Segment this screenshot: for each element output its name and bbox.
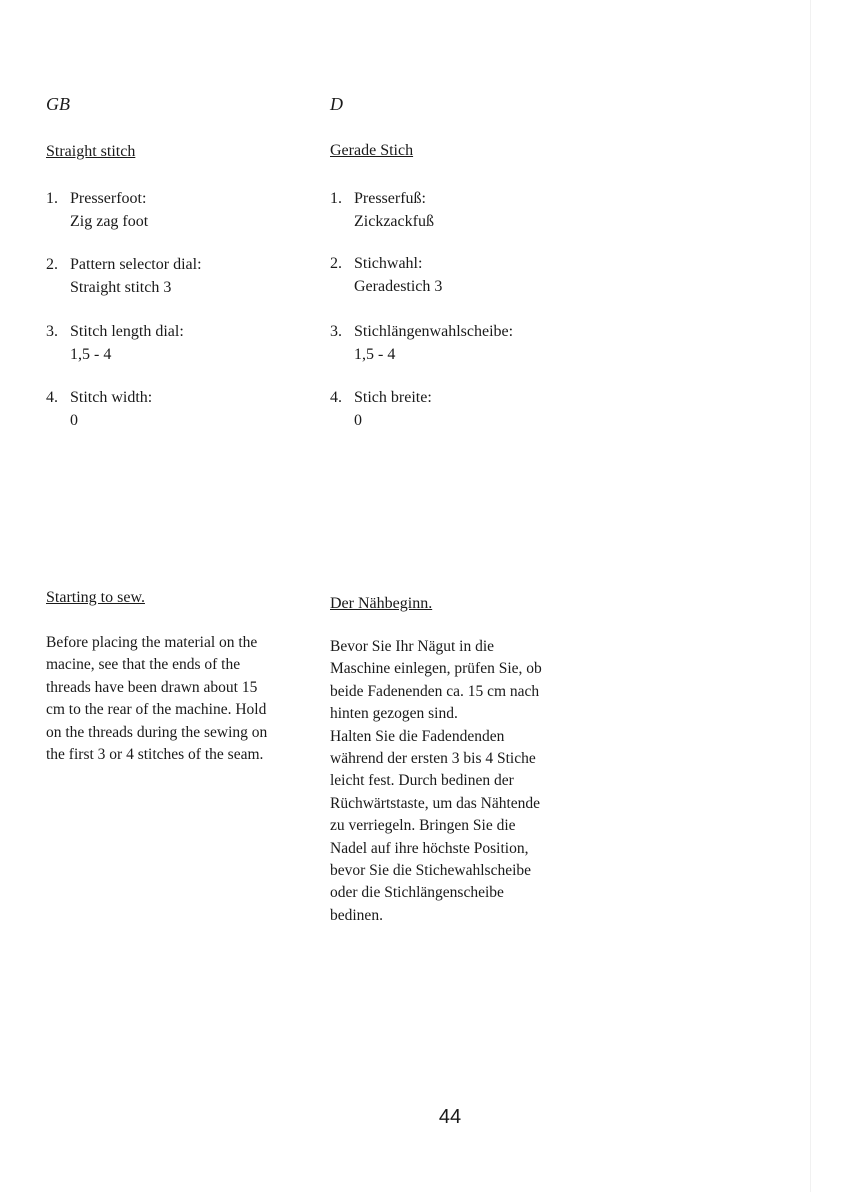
list-label: Stitch length dial: [70,323,184,340]
list-value: 0 [354,412,362,429]
language-label-d: D [330,94,343,114]
list-item-1 [46,187,148,233]
heading-starting-to-sew: Starting to sew. [46,589,145,606]
paragraph-starting-to-sew: Before placing the material on the macine, see that the ends of the threads have been drawn about 15 cm to the rear of the machine. Hold on the threads during the sewing on the first 3 or 4 stitches of the seam. [46,634,268,764]
page-edge-line [810,0,811,1192]
list-number: 1. [46,190,58,207]
list-value: Zig zag foot [70,213,149,230]
list-label: Stich breite: [354,389,432,406]
list-value: 1,5 - 4 [354,346,396,363]
list-label: Stitch width: [70,389,153,406]
page-number: 44 [438,1106,462,1128]
list-number: 1. [330,190,342,207]
list-label: Stichwahl: [354,255,423,272]
list-item-1 [330,187,434,233]
heading-gerade-stich: Gerade Stich [330,142,414,159]
list-item-4 [330,386,432,432]
heading-der-naehbeginn: Der Nähbeginn. [330,595,433,612]
list-label: Pattern selector dial: [70,256,202,273]
list-number: 3. [46,323,58,340]
heading-straight-stitch: Straight stitch [46,143,136,160]
list-item-4 [46,386,152,432]
list-value: Geradestich 3 [354,278,443,295]
list-item-2 [46,253,202,299]
list-label: Presserfoot: [70,190,147,207]
list-value: 0 [70,412,78,429]
list-value: 1,5 - 4 [70,346,112,363]
paragraph-der-naehbeginn: Bevor Sie Ihr Nägut in die Maschine einlegen, prüfen Sie, ob beide Fadenenden ca. 15 cm nach hinten gezogen sind. Halten Sie die Fadendenden während der ersten 3 bis 4 Stiche leicht fest. Durch bedinen der Rüchwärtstaste, um das Nähtende zu verriegeln. Bringen Sie die Nadel auf ihre höchste Position, bevor Sie die Stichewahlscheibe oder die Stichlängenscheibe bedinen. [330,638,542,924]
list-value: Zickzackfuß [354,213,434,230]
list-label: Stichlängenwahlscheibe: [354,323,514,340]
list-number: 4. [330,389,342,406]
list-number: 2. [46,256,58,273]
list-item-3 [330,320,513,366]
list-number: 2. [330,255,342,272]
list-number: 4. [46,389,58,406]
language-label-gb: GB [46,94,70,114]
list-value: Straight stitch 3 [70,279,172,296]
list-label: Presserfuß: [354,190,426,207]
list-number: 3. [330,323,342,340]
list-item-3 [46,320,184,366]
list-item-2 [330,252,442,298]
